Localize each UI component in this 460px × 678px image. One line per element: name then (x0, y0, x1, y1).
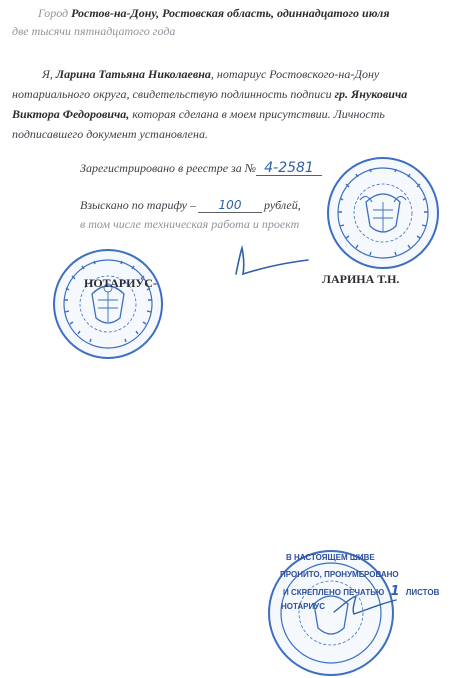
notary-name-signature: ЛАРИНА Т.Н. (322, 272, 400, 286)
binding-stamp-line-2: ПРОНИТО, ПРОНУМЕРОВАНО (280, 570, 399, 579)
certification-line-3: Виктора Федоровича, которая сделана в моем присутствии. Личность (12, 107, 385, 121)
notary-signature (222, 244, 312, 278)
notary-title: НОТАРИУС- (84, 276, 157, 290)
binding-stamp-line-4: НОТАРИУС (281, 602, 325, 611)
certification-line-4: подписавшего документ установлена. (12, 127, 208, 141)
fee-amount: 100 (198, 198, 262, 213)
binding-signature (330, 592, 400, 618)
binding-stamp-line-1: В НАСТОЯЩЕМ ШИВЕ (286, 553, 375, 562)
certification-line-2: нотариального округа, свидетельствую подлинность подписи гр. Януковича (12, 87, 408, 101)
certification-line-1: Я, Ларина Татьяна Николаевна, нотариус Ростовского-на-Дону (42, 67, 380, 81)
signer-surname: гр. Януковича (334, 87, 408, 101)
city-prefix: Город (38, 6, 72, 20)
notary-name: Ларина Татьяна Николаевна (55, 67, 211, 81)
registry-number: 4-2581 (256, 161, 322, 176)
binding-stamp-count: 1 (390, 584, 400, 599)
registry-label: Зарегистрировано в реестре за № (80, 161, 257, 175)
binding-stamp-line-3: И СКРЕПЛЕНО ПЕЧАТЬЮ 1 ЛИСТОВ (283, 584, 440, 599)
notary-seal-left (52, 248, 164, 360)
registry-line (80, 161, 322, 176)
signer-given-names: Виктора Федоровича, (12, 107, 130, 121)
fee-note: в том числе техническая работа и проект (80, 217, 300, 231)
notary-seal-right (326, 156, 440, 270)
year-line: две тысячи пятнадцатого года (12, 24, 176, 38)
city-place: Ростов-на-Дону, Ростовская область, одиннадцатого июля (71, 6, 390, 20)
fee-label: Взыскано по тарифу – (80, 198, 196, 212)
fee-line (80, 198, 301, 213)
city-date-line (38, 6, 390, 20)
fee-currency: рублей, (264, 198, 301, 212)
